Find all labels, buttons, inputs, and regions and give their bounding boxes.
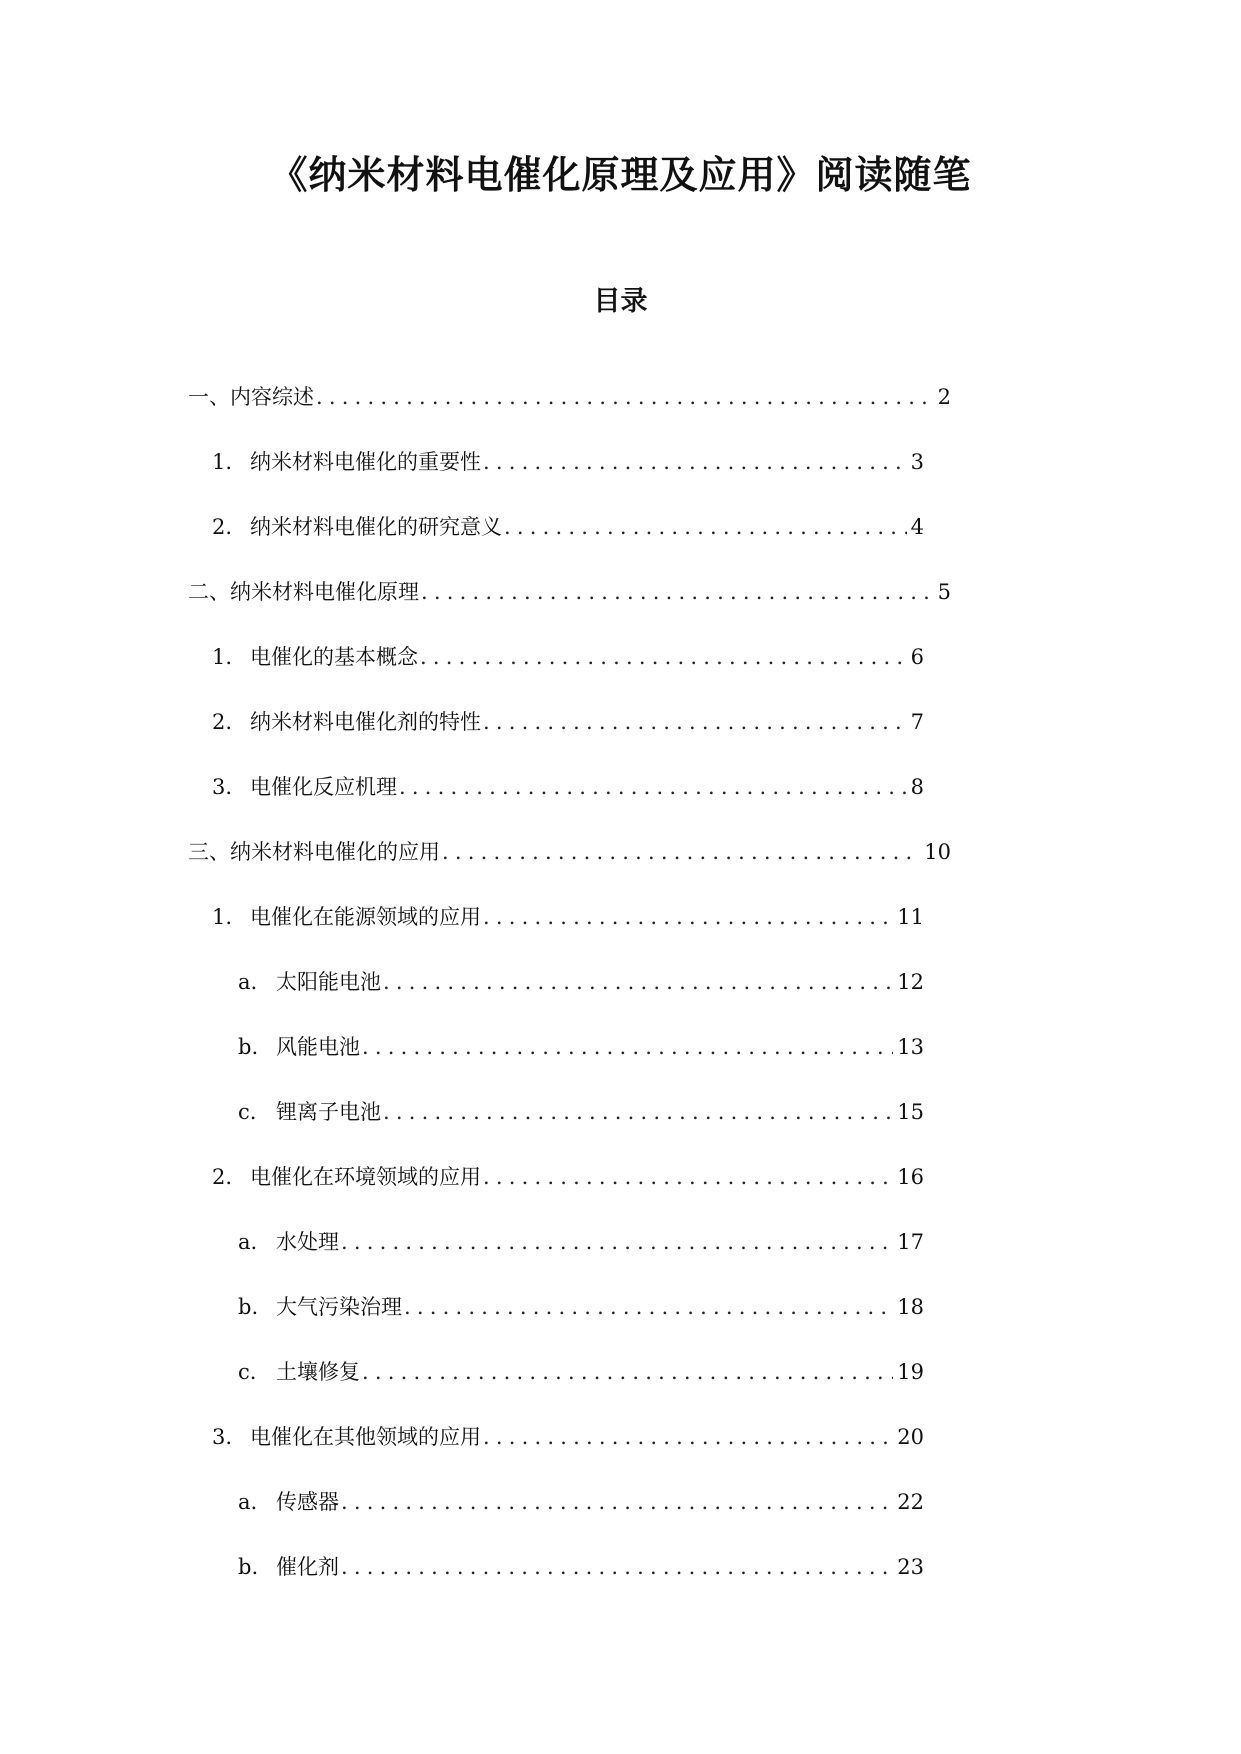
- toc-dot-leader: [362, 1357, 893, 1387]
- toc-dot-leader: [483, 1422, 893, 1452]
- toc-entry-page-number: 13: [897, 1035, 924, 1059]
- toc-entry[interactable]: [0, 1162, 924, 1227]
- toc-entry-number: 1.: [212, 905, 233, 929]
- toc-entry-title: 电催化在能源领域的应用: [250, 905, 481, 929]
- toc-entry-title: 风能电池: [276, 1035, 360, 1059]
- toc-dot-leader: [483, 707, 907, 737]
- table-of-contents: [0, 382, 1241, 1617]
- toc-entry-page-number: 3: [910, 450, 924, 474]
- toc-entry-page-number: 5: [937, 580, 951, 604]
- toc-entry-page-number: 17: [897, 1230, 924, 1254]
- toc-entry-number: a.: [238, 1490, 258, 1514]
- toc-entry-page-number: 20: [897, 1425, 924, 1449]
- toc-entry-title: 电催化的基本概念: [250, 645, 418, 669]
- toc-entry-title: 纳米材料电催化的研究意义: [250, 515, 502, 539]
- toc-dot-leader: [341, 1227, 893, 1257]
- toc-dot-leader: [404, 1292, 893, 1322]
- toc-entry[interactable]: [0, 772, 924, 837]
- toc-entry-number: 3.: [212, 775, 233, 799]
- toc-entry-number: c.: [238, 1100, 257, 1124]
- toc-heading: 目录: [593, 286, 648, 317]
- toc-entry-page-number: 11: [897, 905, 924, 929]
- document-title: 《纳米材料电催化原理及应用》阅读随笔: [269, 152, 972, 197]
- toc-entry-number: c.: [238, 1360, 257, 1384]
- toc-entry[interactable]: [0, 1422, 924, 1487]
- toc-dot-leader: [420, 642, 907, 672]
- toc-entry-title: 二、纳米材料电催化原理: [188, 580, 419, 604]
- toc-entry[interactable]: [0, 447, 924, 512]
- toc-dot-leader: [362, 1032, 893, 1062]
- toc-entry[interactable]: [0, 837, 951, 902]
- toc-entry-title: 锂离子电池: [276, 1100, 381, 1124]
- toc-dot-leader: [483, 902, 893, 932]
- toc-entry[interactable]: [0, 1097, 924, 1162]
- toc-entry-page-number: 16: [897, 1165, 924, 1189]
- toc-entry-number: 1.: [212, 645, 233, 669]
- toc-entry[interactable]: [0, 1292, 924, 1357]
- toc-entry-page-number: 2: [937, 385, 951, 409]
- toc-entry-title: 纳米材料电催化剂的特性: [250, 710, 481, 734]
- toc-entry-number: 2.: [212, 1165, 233, 1189]
- toc-entry-title: 水处理: [276, 1230, 339, 1254]
- toc-entry-page-number: 7: [910, 710, 924, 734]
- toc-entry-title: 土壤修复: [276, 1360, 360, 1384]
- toc-entry[interactable]: [0, 642, 924, 707]
- toc-entry[interactable]: [0, 577, 951, 642]
- toc-entry[interactable]: [0, 1227, 924, 1292]
- toc-entry-number: b.: [238, 1035, 259, 1059]
- toc-entry-page-number: 19: [897, 1360, 924, 1384]
- toc-entry-page-number: 6: [910, 645, 924, 669]
- toc-entry-page-number: 18: [897, 1295, 924, 1319]
- toc-entry-number: b.: [238, 1295, 259, 1319]
- toc-entry-number: 2.: [212, 710, 233, 734]
- toc-dot-leader: [421, 577, 934, 607]
- toc-entry-title: 传感器: [276, 1490, 339, 1514]
- toc-dot-leader: [399, 772, 907, 802]
- toc-entry[interactable]: [0, 512, 924, 577]
- toc-entry-title: 电催化在环境领域的应用: [250, 1165, 481, 1189]
- toc-entry-title: 电催化反应机理: [250, 775, 397, 799]
- toc-entry-number: 3.: [212, 1425, 233, 1449]
- toc-entry-number: 2.: [212, 515, 233, 539]
- toc-entry-page-number: 23: [897, 1555, 924, 1579]
- toc-entry[interactable]: [0, 1552, 924, 1617]
- toc-dot-leader: [483, 447, 907, 477]
- toc-entry[interactable]: [0, 1357, 924, 1422]
- toc-entry[interactable]: [0, 382, 951, 447]
- toc-dot-leader: [504, 512, 907, 542]
- toc-dot-leader: [341, 1487, 893, 1517]
- toc-entry[interactable]: [0, 902, 924, 967]
- toc-entry-title: 太阳能电池: [276, 970, 381, 994]
- toc-dot-leader: [316, 382, 934, 412]
- toc-entry-page-number: 8: [910, 775, 924, 799]
- toc-entry[interactable]: [0, 1487, 924, 1552]
- toc-dot-leader: [483, 1162, 893, 1192]
- toc-dot-leader: [383, 967, 893, 997]
- toc-entry-title: 电催化在其他领域的应用: [250, 1425, 481, 1449]
- toc-entry-number: 1.: [212, 450, 233, 474]
- toc-dot-leader: [383, 1097, 893, 1127]
- toc-entry-title: 大气污染治理: [276, 1295, 402, 1319]
- toc-entry[interactable]: [0, 967, 924, 1032]
- toc-entry-page-number: 22: [897, 1490, 924, 1514]
- toc-entry-title: 纳米材料电催化的重要性: [250, 450, 481, 474]
- toc-entry-title: 催化剂: [276, 1555, 339, 1579]
- toc-entry[interactable]: [0, 707, 924, 772]
- toc-dot-leader: [442, 837, 920, 867]
- toc-entry-page-number: 10: [924, 840, 951, 864]
- toc-entry[interactable]: [0, 1032, 924, 1097]
- toc-entry-number: b.: [238, 1555, 259, 1579]
- toc-entry-page-number: 4: [910, 515, 924, 539]
- toc-entry-title: 一、内容综述: [188, 385, 314, 409]
- toc-entry-number: a.: [238, 1230, 258, 1254]
- toc-entry-title: 三、纳米材料电催化的应用: [188, 840, 440, 864]
- toc-entry-number: a.: [238, 970, 258, 994]
- toc-entry-page-number: 12: [897, 970, 924, 994]
- toc-entry-page-number: 15: [897, 1100, 924, 1124]
- toc-dot-leader: [341, 1552, 893, 1582]
